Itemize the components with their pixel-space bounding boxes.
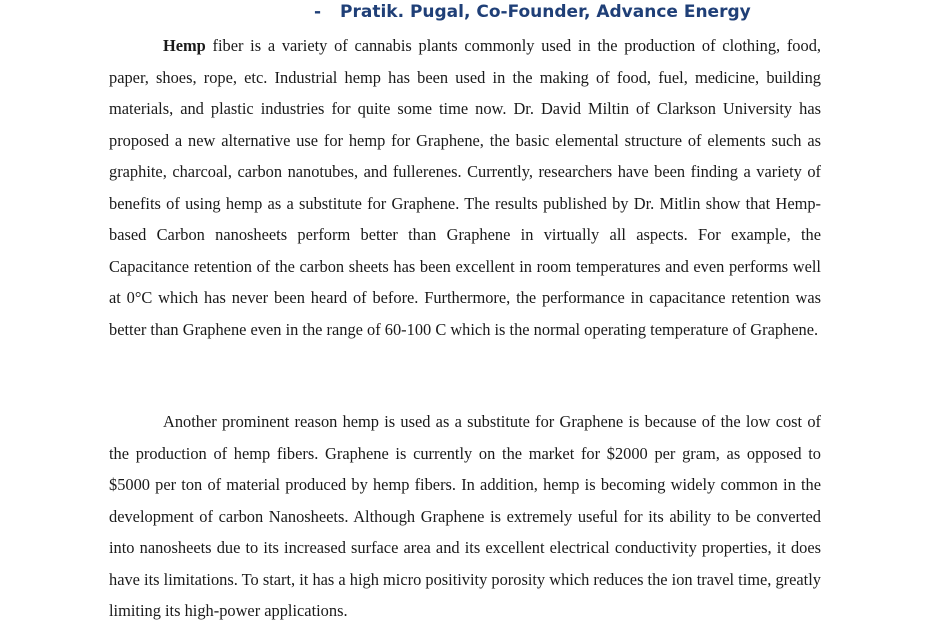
author-byline	[314, 0, 751, 24]
byline-text: Pratik. Pugal, Co-Founder, Advance Energy	[340, 2, 751, 22]
paragraph-body: Another prominent reason hemp is used as a substitute for Graphene is because of the low cost of the production of hemp fibers. Graphene is currently on the market for $2000 per gram, as opposed to $5000 per ton of material produced by hemp fibers. In addition, hemp is becoming widely common in the development of carbon Nanosheets. Although Graphene is extremely useful for its ability to be converted into nanosheets due to its increased surface area and its excellent electrical conductivity properties, it does have its limitations. To start, it has a high micro positivity porosity which reduces the ion travel time, greatly limiting its high-power applications.	[109, 412, 821, 620]
byline-dash: -	[314, 2, 322, 22]
paragraph-body: fiber is a variety of cannabis plants commonly used in the production of clothing, food, paper, shoes, rope, etc. Industrial hemp has been used in the making of food, fuel, medicine, building materials, and plastic industries for quite some time now. Dr. David Miltin of Clarkson University has proposed a new alternative use for hemp for Graphene, the basic elemental structure of elements such as graphite, charcoal, carbon nanotubes, and fullerenes. Currently, researchers have been finding a variety of benefits of using hemp as a substitute for Graphene. The results published by Dr. Mitlin show that Hemp-based Carbon nanosheets perform better than Graphene in virtually all aspects. For example, the Capacitance retention of the carbon sheets has been excellent in room temperatures and even performs well at 0°C which has never been heard of before. Furthermore, the performance in capacitance retention was better than Graphene even in the range of 60-100 C which is the normal operating temperature of Graphene.	[109, 36, 821, 339]
paragraph-hemp-fiber	[109, 30, 821, 345]
paragraph-cost-reason	[109, 406, 821, 620]
lead-word: Hemp	[163, 36, 206, 55]
